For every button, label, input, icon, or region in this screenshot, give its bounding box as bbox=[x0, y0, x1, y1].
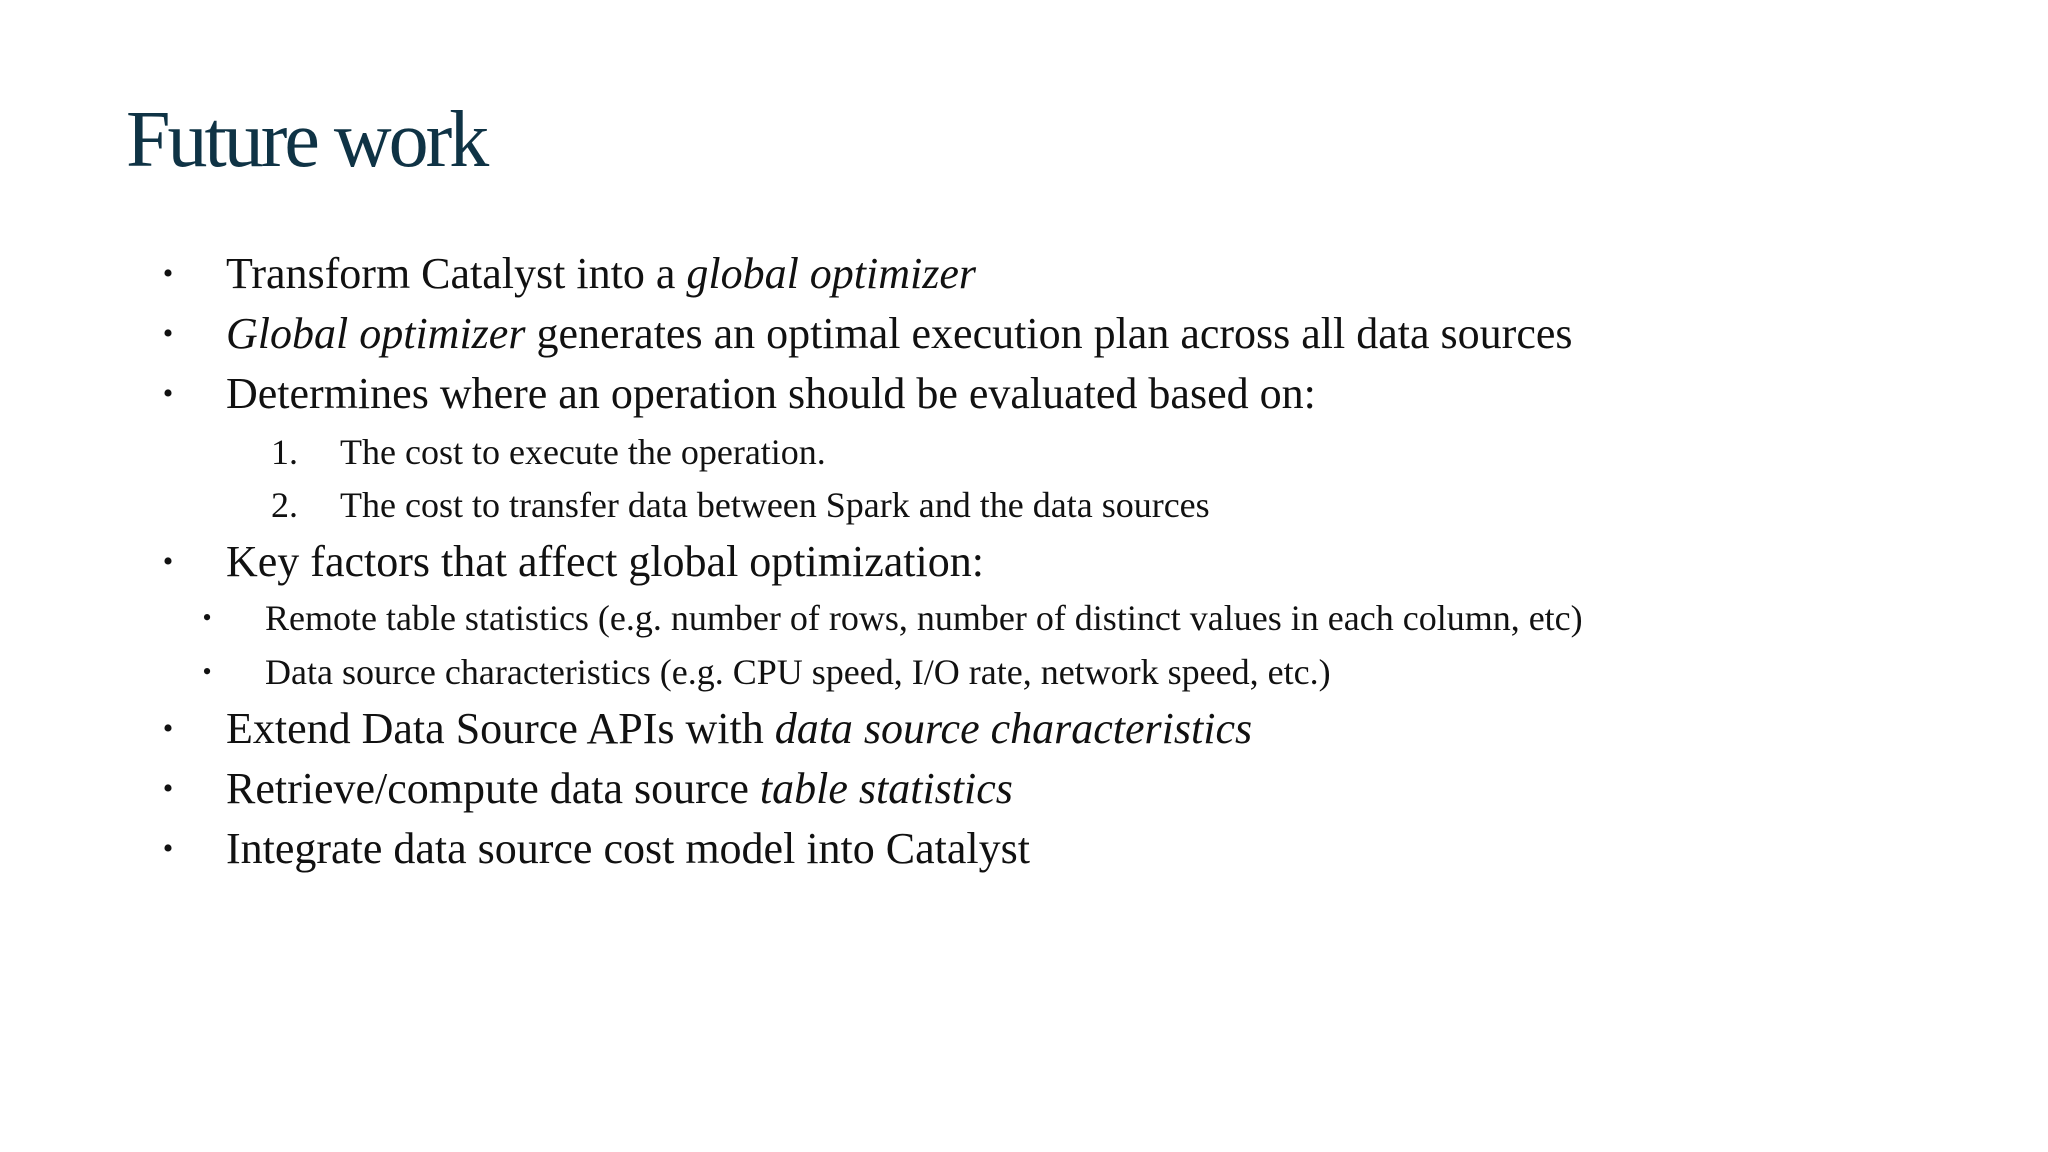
bullet-marker: • bbox=[162, 257, 174, 290]
bullet-marker: • bbox=[162, 772, 174, 805]
bullet-text: Integrate data source cost model into Catalyst bbox=[226, 824, 1030, 873]
sub-bullet-text: Data source characteristics (e.g. CPU speed, I/O rate, network speed, etc.) bbox=[265, 652, 1331, 692]
bullet-text: Global optimizer generates an optimal execution plan across all data sources bbox=[226, 309, 1573, 358]
bullet-text: Extend Data Source APIs with data source characteristics bbox=[226, 704, 1253, 753]
sub-bullet-text: Remote table statistics (e.g. number of rows, number of distinct values in each column, etc) bbox=[265, 598, 1583, 638]
bullet-text: Transform Catalyst into a global optimizer bbox=[226, 249, 977, 298]
numbered-text: The cost to execute the operation. bbox=[340, 432, 826, 472]
bullet-text: Determines where an operation should be evaluated based on: bbox=[226, 369, 1316, 418]
bullet-marker: • bbox=[162, 832, 174, 865]
bullet-text: Retrieve/compute data source table statistics bbox=[226, 764, 1013, 813]
number-marker: 1. bbox=[271, 432, 298, 472]
sub-bullet-marker: • bbox=[202, 657, 212, 686]
bullet-marker: • bbox=[162, 712, 174, 745]
bullet-text: Key factors that affect global optimization: bbox=[226, 537, 984, 586]
bullet-marker: • bbox=[162, 545, 174, 578]
sub-bullet-marker: • bbox=[202, 603, 212, 632]
bullet-marker: • bbox=[162, 377, 174, 410]
slide-title: Future work bbox=[126, 96, 487, 184]
number-marker: 2. bbox=[271, 485, 298, 525]
numbered-text: The cost to transfer data between Spark and the data sources bbox=[340, 485, 1210, 525]
bullet-marker: • bbox=[162, 317, 174, 350]
